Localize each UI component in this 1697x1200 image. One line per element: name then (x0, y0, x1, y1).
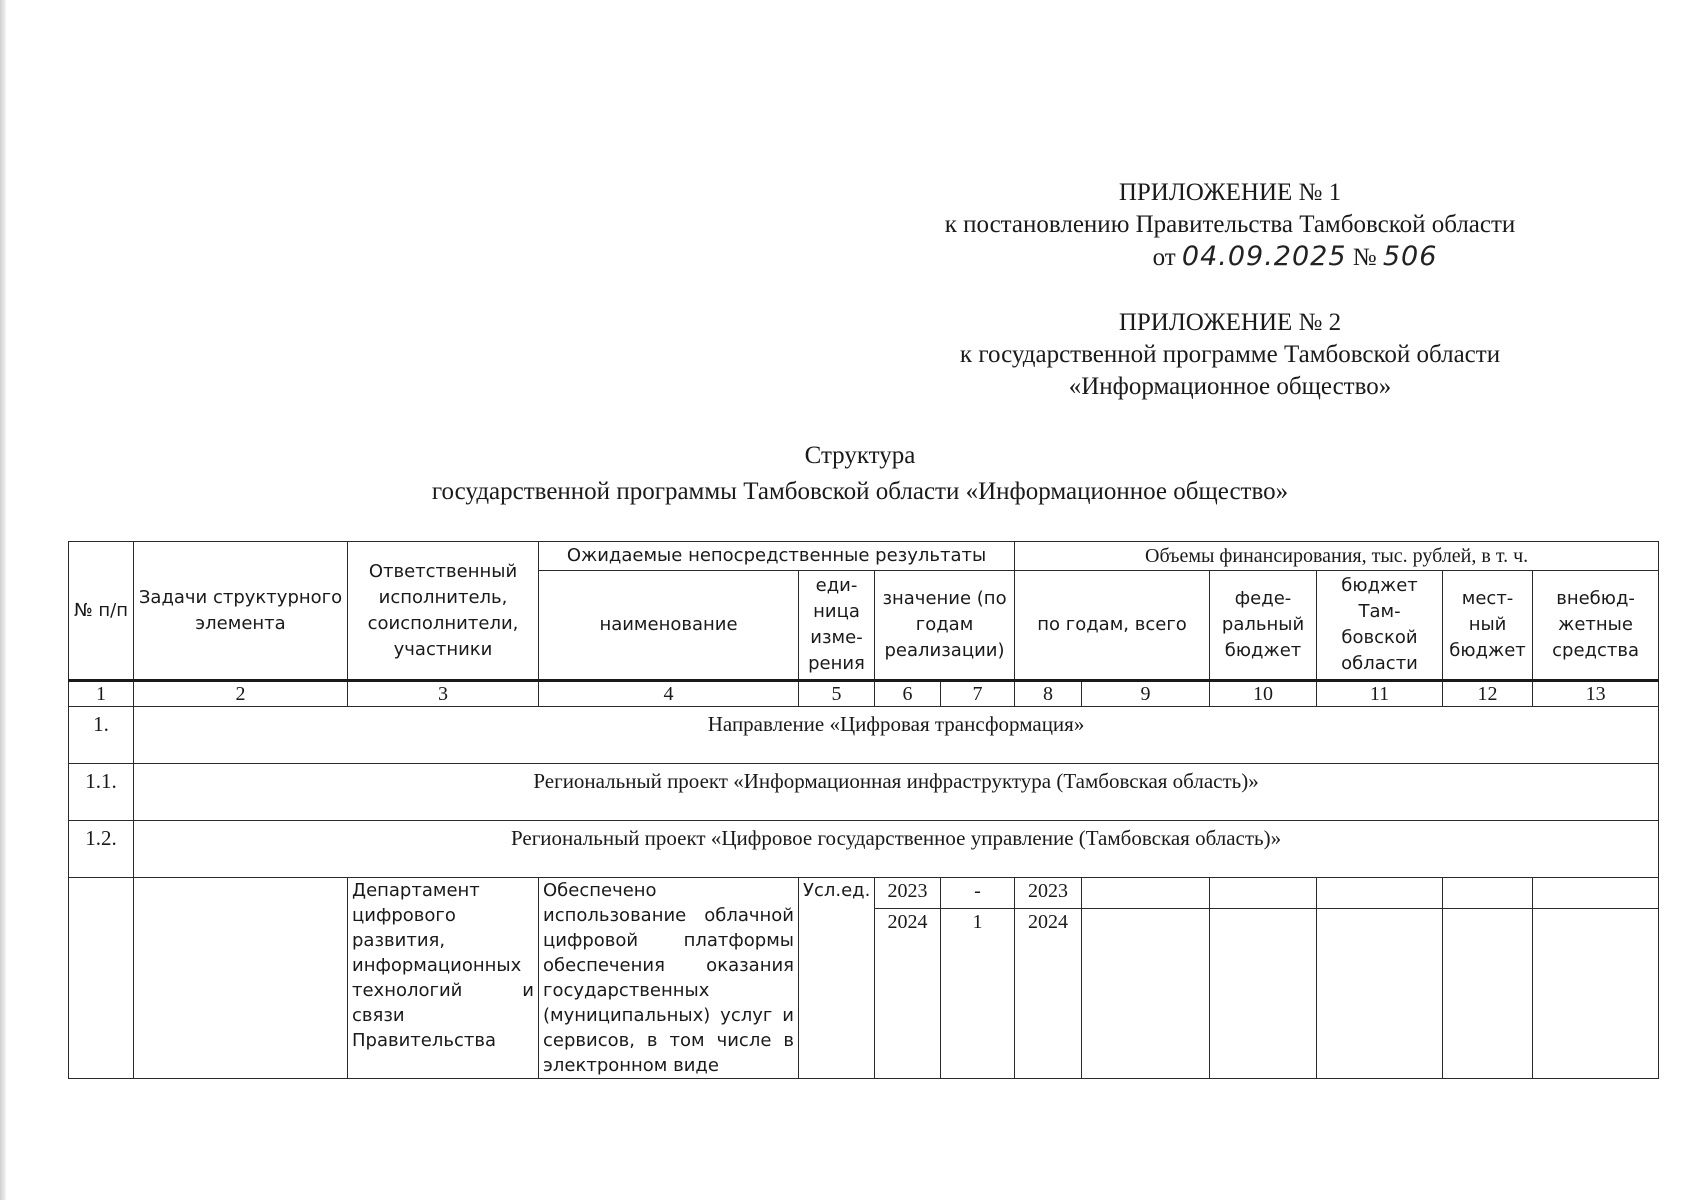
header-expected-results: Ожидаемые непосредственные результаты (539, 542, 1015, 571)
header-extra: внебюд-жетные средства (1533, 571, 1659, 681)
result-responsible (348, 878, 539, 1079)
col-num: 5 (799, 681, 875, 707)
column-number-row (69, 681, 1659, 707)
result-no-cell (69, 878, 134, 1079)
header-unit: еди-ница изме-рения (799, 571, 875, 681)
col-num: 12 (1443, 681, 1533, 707)
scan-edge (0, 0, 6, 1200)
number-sign: № (1352, 244, 1377, 271)
from-prefix: от (1152, 244, 1176, 271)
col-num: 3 (348, 681, 539, 707)
col-num: 11 (1317, 681, 1443, 707)
value-amount: 1 (941, 909, 1015, 1079)
col-num: 4 (539, 681, 799, 707)
section-title: Региональный проект «Цифровое государственное управление (Тамбовская область)» (134, 821, 1659, 878)
header-responsible: Ответственный исполнитель, соисполнители, участники (348, 542, 539, 681)
fund-local (1443, 878, 1533, 909)
handwritten-number: 506 (1382, 241, 1438, 272)
col-num: 9 (1082, 681, 1210, 707)
fund-year: 2023 (1015, 878, 1082, 909)
section-row (69, 707, 1659, 764)
header-federal: феде-ральный бюджет (1210, 571, 1317, 681)
section-row (69, 764, 1659, 821)
header-name: наименование (539, 571, 799, 681)
fund-total (1082, 878, 1210, 909)
responsible-text: Департамент цифрового развития, информационных технологий и связи Правительства (352, 880, 534, 1051)
result-unit (799, 878, 875, 1079)
appendix-2-program-name: «Информационное общество» (1068, 373, 1392, 400)
col-num: 8 (1015, 681, 1082, 707)
unit-text: Усл.ед. (803, 880, 871, 901)
col-num: 7 (941, 681, 1015, 707)
fund-regional (1317, 909, 1443, 1079)
heading-title: Структура (804, 442, 916, 469)
value-year: 2023 (875, 878, 941, 909)
col-num: 10 (1210, 681, 1317, 707)
section-title: Направление «Цифровая трансформация» (134, 707, 1659, 764)
section-row (69, 821, 1659, 878)
result-task-cell (134, 878, 348, 1079)
col-num: 2 (134, 681, 348, 707)
header-row-1 (69, 542, 1659, 571)
fund-extra (1533, 878, 1659, 909)
document-heading (300, 438, 1420, 510)
section-number: 1.1. (69, 764, 134, 821)
appendix-1-block (880, 177, 1580, 274)
fund-regional (1317, 878, 1443, 909)
result-name (539, 878, 799, 1079)
section-number: 1.2. (69, 821, 134, 878)
header-regional: бюджет Там-бовской области (1317, 571, 1443, 681)
header-local: мест-ный бюджет (1443, 571, 1533, 681)
header-no: № п/п (69, 542, 134, 681)
header-value: значение (по годам реализации) (875, 571, 1015, 681)
header-tasks: Задачи структурного элемента (134, 542, 348, 681)
value-year: 2024 (875, 909, 941, 1079)
appendix-2-program: к государственной программе Тамбовской области (959, 341, 1501, 368)
structure-table (68, 541, 1659, 1079)
handwritten-date: 04.09.2025 (1181, 241, 1347, 272)
fund-total (1082, 909, 1210, 1079)
appendix-1-title: ПРИЛОЖЕНИЕ № 1 (1118, 179, 1342, 206)
heading-subtitle: государственной программы Тамбовской области «Информационное общество» (431, 478, 1289, 505)
appendix-2-title: ПРИЛОЖЕНИЕ № 2 (1118, 309, 1342, 336)
fund-extra (1533, 909, 1659, 1079)
fund-year: 2024 (1015, 909, 1082, 1079)
fund-federal (1210, 878, 1317, 909)
col-num: 13 (1533, 681, 1659, 707)
appendix-1-date-line (880, 241, 1580, 274)
result-text: Обеспечено использование облачной цифровой платформы обеспечения оказания государственных (муниципальных) услуг и сервисов, в том числе в электронном виде (543, 880, 794, 1076)
fund-federal (1210, 909, 1317, 1079)
result-row-2023 (69, 878, 1659, 909)
section-number: 1. (69, 707, 134, 764)
col-num: 6 (875, 681, 941, 707)
col-num: 1 (69, 681, 134, 707)
fund-local (1443, 909, 1533, 1079)
appendix-1-resolution: к постановлению Правительства Тамбовской области (944, 211, 1516, 238)
value-amount: - (941, 878, 1015, 909)
appendix-2-block (880, 307, 1580, 403)
section-title: Региональный проект «Информационная инфраструктура (Тамбовская область)» (134, 764, 1659, 821)
header-by-years: по годам, всего (1015, 571, 1210, 681)
header-funding: Объемы финансирования, тыс. рублей, в т. ч. (1015, 542, 1659, 571)
